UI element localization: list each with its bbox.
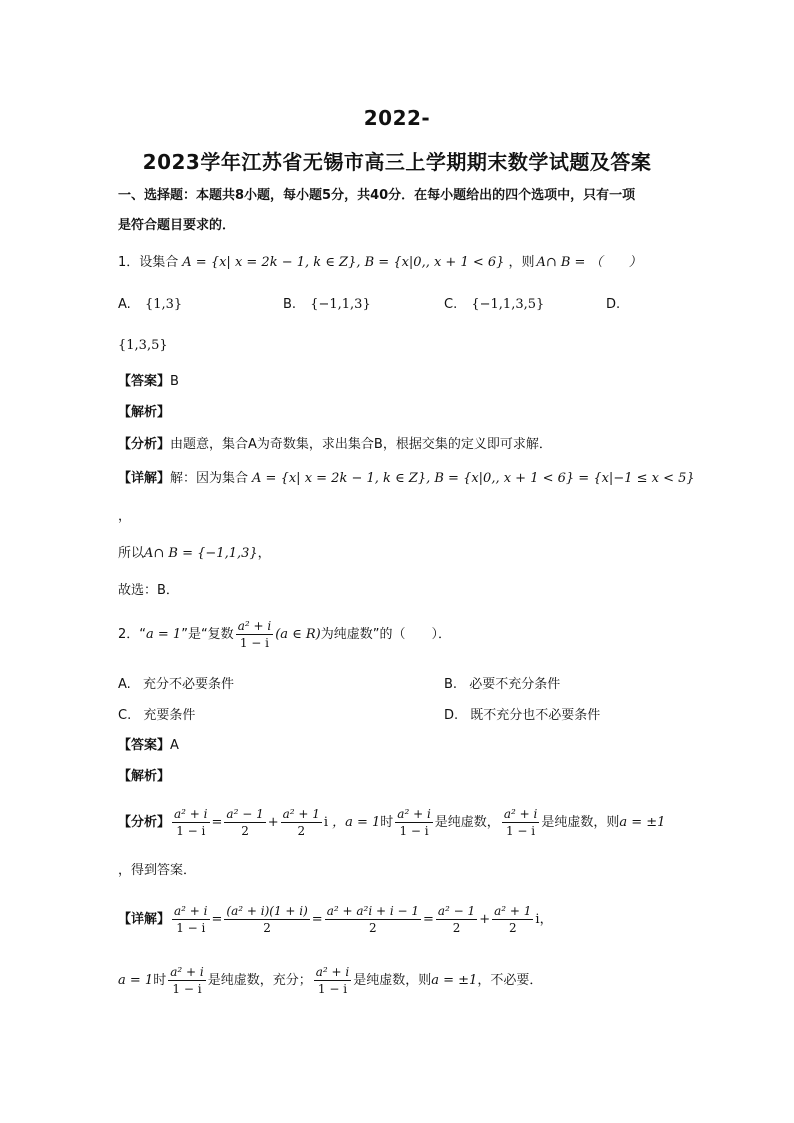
fenxi-tag: 【分析】 (118, 814, 171, 830)
q1-option-b (283, 296, 371, 314)
fraction (395, 806, 433, 839)
fraction-denominator: 1 − i (317, 982, 348, 996)
q1-detail-comma: ， (118, 509, 132, 524)
page-title-line2: 2023学年江苏省无锡市高三上学期期末数学试题及答案 (142, 150, 652, 174)
fraction-denominator: 2 (508, 921, 517, 935)
q1-option-d-label: D. (606, 297, 621, 312)
q2-option-c (118, 707, 195, 725)
fraction (172, 903, 210, 936)
q1-fenxi (118, 436, 552, 454)
q1-answer (118, 373, 179, 391)
q1-detail (118, 470, 695, 488)
answer-tag: 【答案】 (118, 374, 171, 389)
option-label: A. (118, 677, 131, 692)
fenxi-is-pure: 是纯虚数， (434, 814, 500, 830)
fraction-numerator: a² + i (315, 965, 350, 979)
question-1-then: ，则 (508, 255, 535, 270)
fraction-denominator: 2 (452, 921, 461, 935)
option-value: 充分不必要条件 (142, 677, 234, 692)
fraction-numerator: a² + 1 (282, 807, 320, 821)
plus-sign: + (267, 814, 279, 830)
page-title-line1: 2022- (363, 106, 431, 130)
question-2-cond: a = 1 (146, 626, 182, 642)
q2-option-a (118, 676, 234, 694)
conclusion-shi: 时 (153, 972, 167, 988)
fraction-denominator: 1 − i (172, 982, 202, 996)
imaginary-unit: i (535, 911, 540, 927)
q2-option-d (444, 707, 600, 725)
fenxi-tag: 【分析】 (118, 437, 171, 452)
fraction-denominator: 1 − i (176, 921, 206, 935)
option-label: D. (444, 708, 459, 723)
fenxi-is-pure2: 是纯虚数，则 (541, 814, 620, 830)
equals-sign: = (211, 814, 223, 830)
conclusion-pm: a = ±1 (431, 972, 478, 988)
question-2-prefix: 2．“ (118, 626, 147, 642)
question-2-stem (118, 618, 451, 651)
option-label: C. (118, 708, 132, 723)
fraction-denominator: 2 (263, 921, 271, 935)
option-value: 充要条件 (143, 708, 196, 723)
q2-fenxi (118, 806, 665, 839)
option-value: {−1,1,3} (310, 297, 371, 312)
fraction-numerator: a² − 1 (226, 807, 264, 821)
detail-tag: 【详解】 (118, 471, 171, 486)
fraction (314, 964, 352, 997)
fraction (224, 903, 309, 936)
fraction (281, 806, 322, 839)
fraction (436, 903, 477, 936)
q1-suoyi (118, 545, 271, 563)
conclusion-text2: 是纯虚数，则 (353, 972, 432, 988)
detail-comma: ， (539, 911, 553, 927)
fraction-numerator: a² + i (503, 807, 538, 821)
fraction-numerator: a² + i (170, 965, 204, 979)
answer-tag: 【答案】 (118, 738, 171, 753)
question-1-prefix: 1．设集合 (118, 255, 179, 270)
question-1-ask: A∩ B = （ ） (536, 255, 642, 270)
section-heading-line2: 是符合题目要求的． (118, 218, 236, 233)
question-1-stem (118, 254, 642, 272)
fraction-numerator: a² + i (237, 619, 272, 633)
q1-choose: 故选：B． (118, 583, 179, 598)
fraction-denominator: 2 (241, 824, 249, 838)
fraction-denominator: 1 − i (399, 824, 429, 838)
fraction-numerator: a² + i (174, 904, 208, 918)
detail-tag: 【详解】 (118, 911, 171, 927)
question-1-set-b: , B = {x|0,, x + 1 < 6} (356, 255, 505, 270)
fraction-denominator: 2 (297, 824, 306, 838)
option-label: A. (118, 297, 131, 312)
fenxi-text: 由题意，集合A为奇数集，求出集合B，根据交集的定义即可求解． (170, 437, 552, 452)
q2-answer (118, 737, 179, 755)
question-2-suffix: 为纯虚数”的（ ）． (320, 626, 452, 642)
option-label: B. (283, 297, 297, 312)
fraction (492, 903, 533, 936)
equals-sign: = (423, 911, 434, 927)
fraction (168, 964, 206, 997)
fraction-denominator: 1 − i (176, 824, 206, 838)
q1-analysis-tag: 【解析】 (118, 405, 171, 420)
fraction (325, 903, 421, 936)
question-2-mid: ”是“复数 (181, 626, 234, 642)
q1-option-d-value: {1,3,5} (118, 338, 168, 353)
answer-value: A (170, 738, 179, 753)
detail-prefix: 解：因为集合 (170, 471, 249, 486)
fraction (502, 806, 540, 839)
option-label: C. (444, 297, 458, 312)
q1-option-c (444, 296, 544, 314)
q2-conclusion (118, 964, 542, 997)
fraction-numerator: a² + i (397, 807, 431, 821)
conclusion-text1: 是纯虚数，充分； (207, 972, 312, 988)
question-2-domain: (a ∈ R) (275, 626, 321, 642)
plus-sign: + (479, 911, 491, 927)
fraction-denominator: 1 − i (505, 824, 536, 838)
option-value: {1,3} (144, 297, 183, 312)
equals-sign: = (211, 911, 223, 927)
suoyi-text: 所以 (118, 546, 145, 561)
fraction-numerator: (a² + i)(1 + i) (226, 904, 308, 918)
imaginary-unit: i (323, 814, 329, 830)
option-value: 必要不充分条件 (469, 677, 561, 692)
option-value: 既不充分也不必要条件 (470, 708, 601, 723)
fraction (172, 806, 210, 839)
q2-fenxi-end: ，得到答案． (118, 863, 197, 878)
fenxi-pm: a = ±1 (619, 814, 666, 830)
fraction-denominator: 2 (369, 921, 377, 935)
fenxi-shi: 时 (380, 814, 394, 830)
detail-math: A = {x| x = 2k − 1, k ∈ Z}, B = {x|0,, x + 1 < 6} = {x|−1 ≤ x < 5} (252, 471, 695, 486)
fraction-numerator: a² + 1 (494, 904, 532, 918)
fenxi-cond: ，a = 1 (332, 814, 381, 830)
q2-detail (118, 903, 553, 936)
option-value: {−1,1,3,5} (471, 297, 545, 312)
section-heading-line1: 一、选择题：本题共8小题，每小题5分，共40分．在每小题给出的四个选项中，只有一项 (118, 188, 636, 203)
fraction-numerator: a² − 1 (437, 904, 476, 918)
option-label: B. (444, 677, 458, 692)
fraction-numerator: a² + a²i + i − 1 (326, 904, 419, 918)
q2-option-b (444, 676, 560, 694)
question-1-set-a: A = {x| x = 2k − 1, k ∈ Z} (182, 255, 357, 270)
fraction (224, 806, 265, 839)
fraction-numerator: a² + i (174, 807, 208, 821)
conclusion-cond: a = 1 (118, 972, 154, 988)
suoyi-math: A∩ B = {−1,1,3} (144, 546, 258, 561)
q1-option-a (118, 296, 182, 314)
answer-value: B (170, 374, 179, 389)
fraction-denominator: 1 − i (239, 636, 270, 650)
equals-sign: = (311, 911, 323, 927)
q2-analysis-tag: 【解析】 (118, 769, 171, 784)
suoyi-end: ， (257, 546, 271, 561)
question-2-fraction (236, 618, 274, 651)
conclusion-end: ，不必要． (477, 972, 543, 988)
